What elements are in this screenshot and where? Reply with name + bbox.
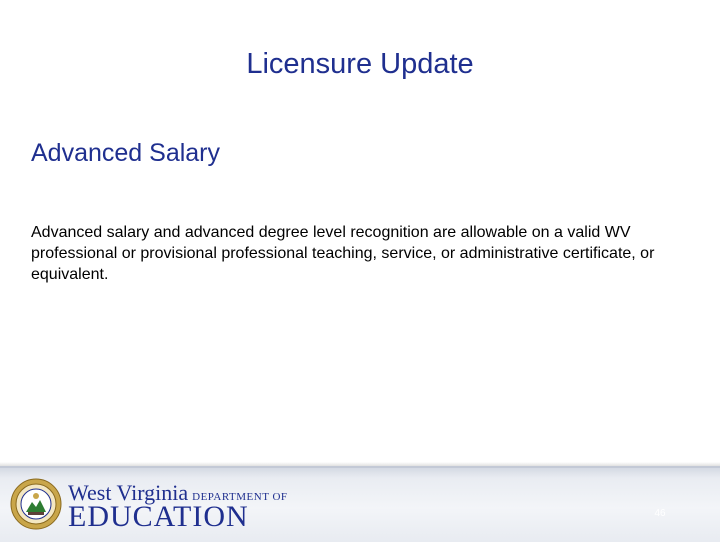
slide-title: Licensure Update [246,48,474,80]
logo-state-name: West Virginia [68,480,189,505]
logo-department: DEPARTMENT OF [192,491,288,503]
body-paragraph: Advanced salary and advanced degree level recognition are allowable on a valid WV professional or provisional professional teaching, service, or administrative certificate, or equivalent. [31,224,655,283]
logo-text-education: EDUCATION [68,500,249,533]
state-seal-icon [10,478,62,530]
slide-subtitle: Advanced Salary [31,139,221,167]
page-number: 46 [654,508,666,519]
